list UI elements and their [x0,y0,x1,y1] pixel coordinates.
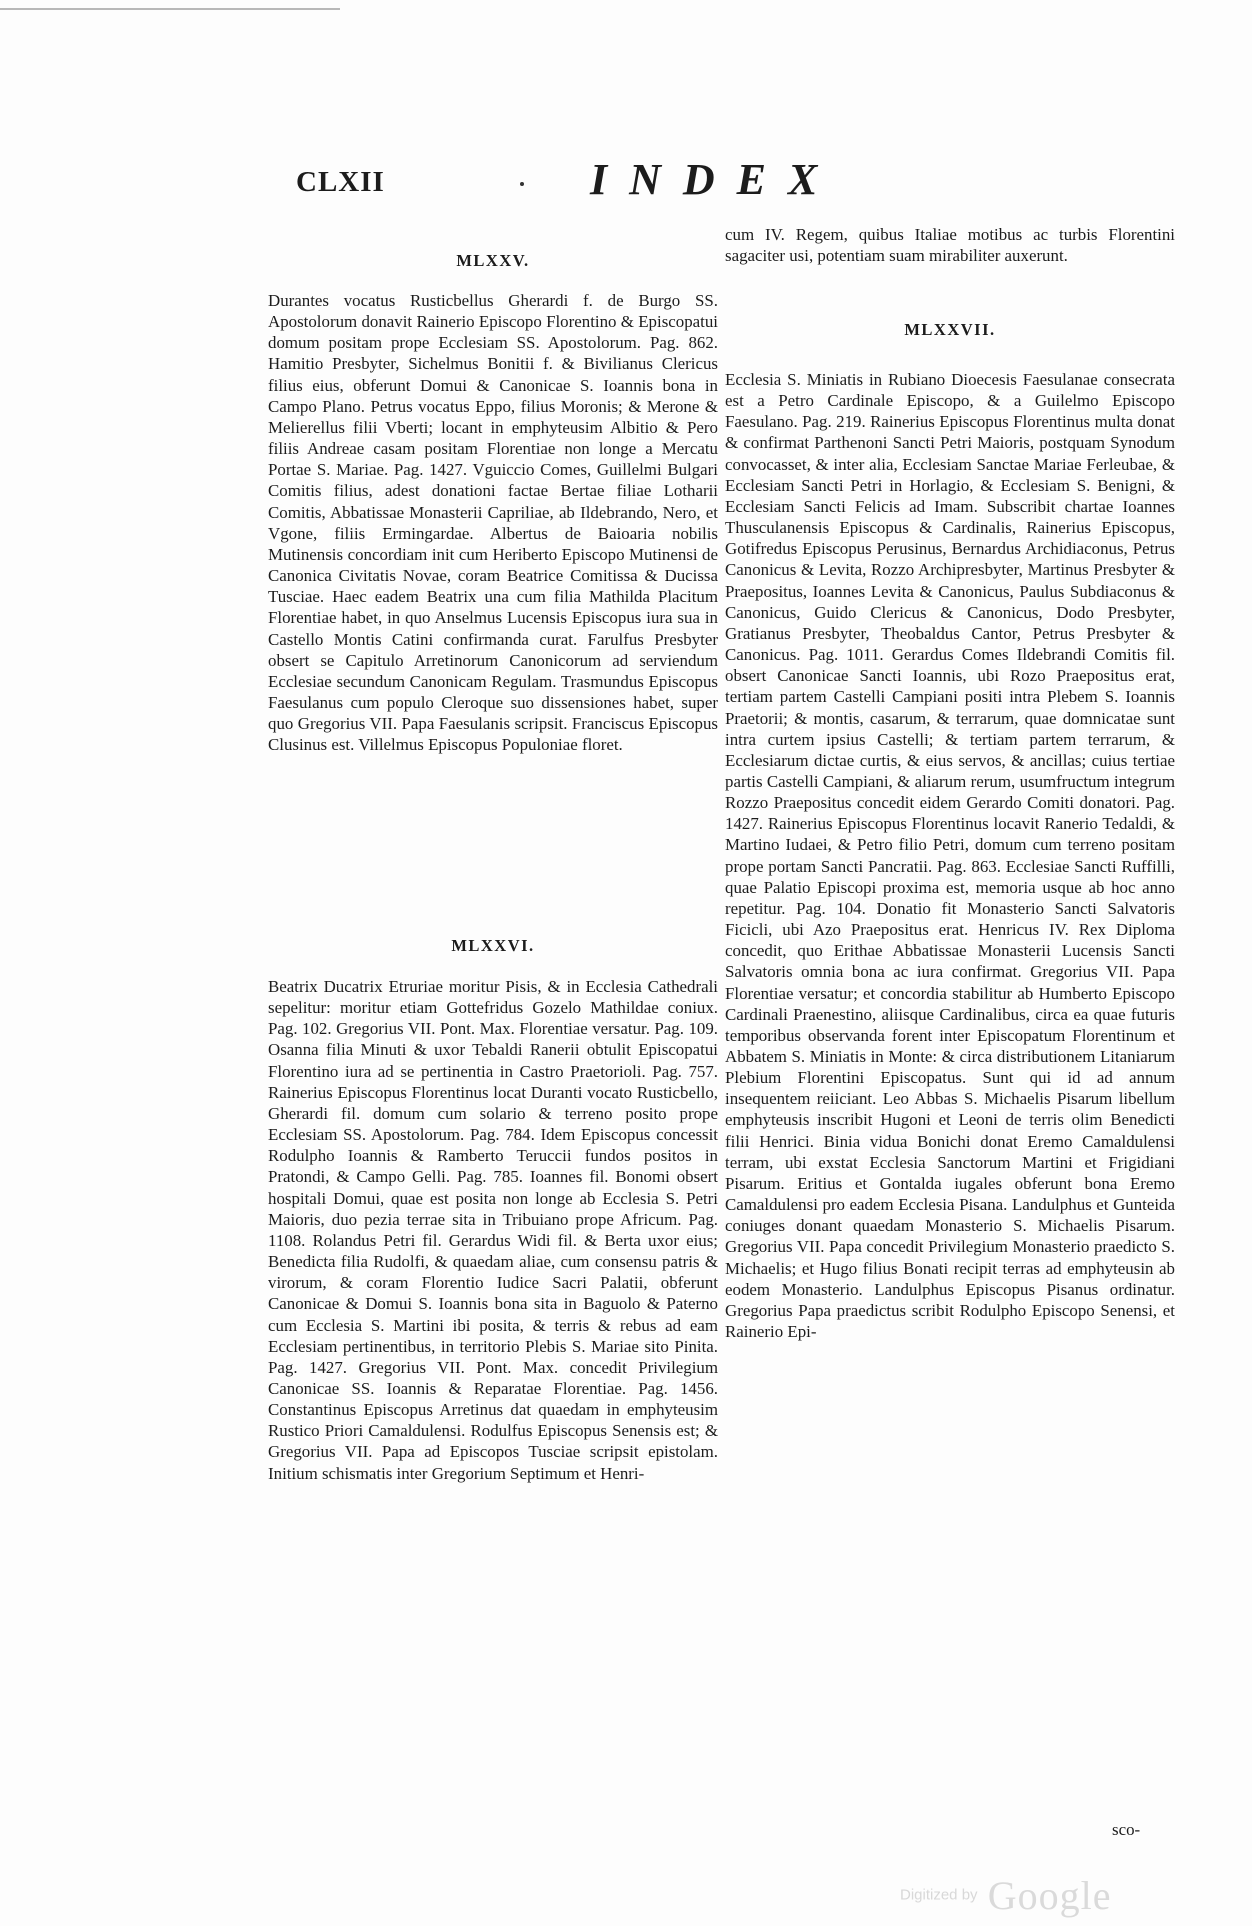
section-heading-mlxxvi: MLXXVI. [451,936,535,955]
watermark-prefix: Digitized by [900,1886,978,1904]
top-rule [0,8,340,10]
section-heading-mlxxv: MLXXV. [456,251,530,270]
page-title: INDEX [590,155,840,204]
section-text-mlxxvii: Ecclesia S. Miniatis in Rubiano Dioecesis Faesulanae consecrata est a Petro Cardinale Episcopo, & a Guilelmo Episcopo Faesulano. Pag. 219. Rainerius Episcopus Florentinus multa donat & confirmat Parthenoni Sancti Petri Maioris, postquam Synodum convocasset, & inter alia, Ecclesiam Sanctae Mariae Ferleubae, & Ecclesiam Sancti Petri in Horlagio, & Ecclesiam S. Benigni, & Ecclesiam Sancti Felicis ad Imam. Subscribit chartae Ioannes Thusculanensis Episcopus & Cardinalis, Rainerius Episcopus, Gotifredus Episcopus Perusinus, Bernardus Archidiaconus, Petrus Canonicus & Levita, Rozzo Archipresbyter, Martinus Presbyter & Praepositus, Ioannes Levita & Canonicus, Paulus Subdiaconus & Canonicus, Guido Clericus & Canonicus, Dodo Presbyter, Gratianus Presbyter, Theobaldus Cantor, Petrus Presbyter & Canonicus. Pag. 1011. Gerardus Comes Ildebrandi Comitis fil. obsert Canonicae Sancti Ioannis, ubi Rozo Praepositus erat, tertiam partem Castelli Campiani positi intra Plebem S. Ioannis Praetorii; & montis, casarum, & terrarum, quae domnicatae sunt intra curtem ipsius Castelli; & tertiam partem terrarum, & Ecclesiarum dictae curtis, & eius servos, & ancillas; cuius tertiae partis Castelli Campiani, & aliarum rerum, usumfructum integrum Rozzo Praepositus concedit eidem Gerardo Comiti donatori. Pag. 1427. Rainerius Episcopus Florentinus locavit Ranerio Tedaldi, & Martino Iudaei, & Petro filio Petri, domum cum terreno positam prope portam Sancti Pancratii. Pag. 863. Ecclesiae Sancti Ruffilli, quae Palatio Episcopi proxima est, memoria usque ab hoc anno repetitur. Pag. 104. Donatio fit Monasterio Sancti Salvatoris Ficicli, ubi Azo Praepositus erat. Henricus IV. Rex Diploma concedit, quo Erithae Abbatissae Monasterii Lucensis Sancti Salvatoris omnia bona ac iura confirmat. Gregorius VII. Papa Florentiae versatur; et concordia stabilitur ab Humberto Episcopo Cardinali Praenestino, aliisque Cardinalibus, circa ea quae futuris temporibus observanda forent inter Episcopatum Florentinum et Abbatem S. Miniatis in Monte: & circa distributionem Litaniarum Plebium Florentini Episcopatus. Sunt qui id ad annum insequentem reiiciant. Leo Abbas S. Michaelis Pisarum libellum emphyteusis inscribit Hugoni et Leoni de terris olim Benedicti filii Henrici. Binia vidua Bonichi donat Eremo Camaldulensi terram, ubi exstat Ecclesia Sanctorum Martini et Frigidiani Pisarum. Eritius et Gontalda iugales obferunt bona Eremo Camaldulensi pro eadem Ecclesia Pisana. Landulphus et Gunteida coniuges donant quaedam Monasterio S. Michaelis Pisarum. Gregorius VII. Papa concedit Privilegium Monasterio praedicto S. Michaelis; et Hugo filius Bonati recipit terras ad emphyteusin ab eodem Monasterio. Landulphus Episcopus Pisanus ordinatur. Gregorius Papa praedictus scribit Rodulpho Episcopo Senensi, et Rainerio Epi- [725,370,1175,1342]
watermark-brand: Google [987,1873,1112,1918]
section-heading-mlxxvii: MLXXVII. [904,320,996,339]
continuation-text: cum IV. Regem, quibus Italiae motibus ac turbis Florentini sagaciter usi, potentiam suam mirabiliter auxerunt. [725,225,1175,266]
page-number: CLXII [296,166,385,198]
digitized-watermark [900,1872,1111,1919]
title-ornament [520,182,524,186]
section-text-mlxxv: Durantes vocatus Rusticbellus Gherardi f. de Burgo SS. Apostolorum donavit Rainerio Episcopo Florentino & Episcopatui domum positam prope Ecclesiam SS. Apostolorum. Pag. 862. Hamitio Presbyter, Sichelmus Bonitii f. & Bivilianus Clericus filius eius, obferunt Domui & Canonicae S. Ioannis bona in Campo Plano. Petrus vocatus Eppo, filius Moronis; & Merone & Melierellus filii Vberti; locant in emphyteusim Albitio & Pero filiis Andreae casam positam Florentiae non longe a Mercatu Portae S. Mariae. Pag. 1427. Vguiccio Comes, Guillelmi Bulgari Comitis filius, adest donationi factae Bertae filiae Lotharii Comitis, Abbatissae Monasterii Capriliae, ab Ildebrando, Nero, et Vgone, filiis Ermingardae. Albertus de Baioaria nobilis Mutinensis concordiam init cum Heriberto Episcopo Mutinensi de Canonica Civitatis Novae, coram Beatrice Comitissa & Ducissa Tusciae. Haec eadem Beatrix una cum filia Mathilda Placitum Florentiae habet, in quo Anselmus Lucensis Episcopus iura sua in Castello Montis Catini confirmanda curat. Farulfus Presbyter obsert se Capitulo Arretinorum Canonicorum ad serviendum Ecclesiae secundum Canonicam Regulam. Trasmundus Episcopus Faesulanus cum populo Cleroque suo dissensiones habet, super quo Gregorius VII. Papa Faesulanis scripsit. Franciscus Episcopus Clusinus est. Villelmus Episcopus Populoniae floret. [268,291,718,755]
section-text-mlxxvi: Beatrix Ducatrix Etruriae moritur Pisis, & in Ecclesia Cathedrali sepelitur: moritur etiam Gottefridus Gozelo Mathildae coniux. Pag. 102. Gregorius VII. Pont. Max. Florentiae versatur. Pag. 109. Osanna filia Minuti & uxor Tebaldi Ranerii obtulit Episcopatui Florentino iura ad se pertinentia in Castro Praetorioli. Pag. 757. Rainerius Episcopus Florentinus locat Duranti vocato Rusticbello, Gherardi fil. domum cum solario & terreno posito prope Ecclesiam SS. Apostolorum. Pag. 784. Idem Episcopus concessit Rodulpho Ioannis & Ramberto Teruccii fundos positos in Pratondi, & Campo Gelli. Pag. 785. Ioannes fil. Bonomi obsert hospitali Domui, quae est posita non longe ab Ecclesia S. Petri Maioris, duo pezia terrae sita in Tribuiano prope Africum. Pag. 1108. Rolandus Petri fil. Gerardus Widi fil. & Berta uxor eius; Benedicta filia Rudolfi, & quaedam aliae, cum consensu patris & virorum, & coram Florentio Iudice Sacri Palatii, obferunt Canonicae & Domui S. Ioannis bona sita in Baguolo & Paterno cum Ecclesia S. Martini ibi posita, & terris & rebus ad eam Ecclesiam pertinentibus, in territorio Plebis S. Mariae sito Pinita. Pag. 1427. Gregorius VII. Pont. Max. concedit Privilegium Canonicae SS. Ioannis & Reparatae Florentiae. Pag. 1456. Constantinus Episcopus Arretinus dat quaedam in emphyteusim Rustico Priori Camaldulensi. Rodulfus Episcopus Senensis est; & Gregorius VII. Papa ad Episcopos Tusciae scripsit epistolam. Initium schismatis inter Gregorium Septimum et Henri- [268,977,718,1483]
catchword: sco- [1112,1820,1141,1839]
